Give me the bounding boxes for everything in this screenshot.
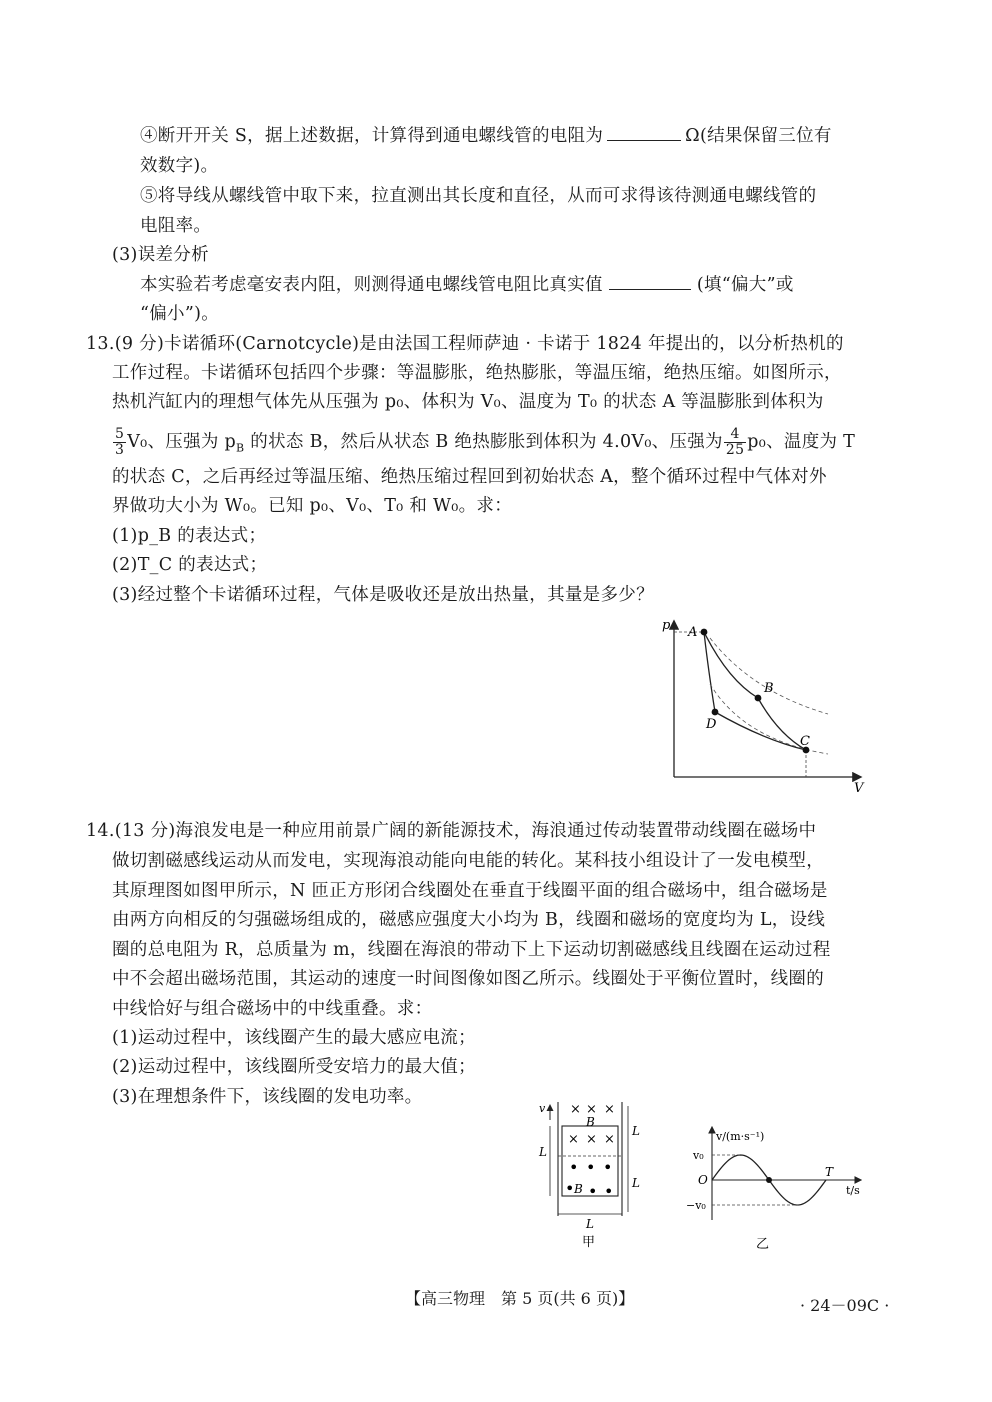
step5-line2: 电阻率。 xyxy=(140,216,212,236)
q14-question1: (1)运动过程中，该线圈产生的最大感应电流； xyxy=(112,1028,476,1048)
q13-line4-text-a: V₀、压强为 p xyxy=(127,432,237,452)
v0-label: v₀ xyxy=(693,1149,704,1162)
q13-line4-text-c: p₀、温度为 T xyxy=(747,432,856,452)
upper-field-height-label: L xyxy=(632,1124,640,1138)
page-footer-center: 【高三物理 第 5 页(共 6 页)】 xyxy=(405,1289,635,1308)
neg-v0-label: −v₀ xyxy=(686,1199,706,1212)
step5-line1: ⑤将导线从螺线管中取下来，拉直测出其长度和直径，从而可求得该待测通电螺线管的 xyxy=(140,186,817,206)
q14-line1: 14.(13 分)海浪发电是一种应用前景广阔的新能源技术，海浪通过传动装置带动线圈在磁场中 xyxy=(86,821,817,841)
q14-question3: (3)在理想条件下，该线圈的发电功率。 xyxy=(112,1087,423,1107)
cross-5: × xyxy=(586,1132,597,1147)
vt-y-label: v/(m·s⁻¹) xyxy=(716,1130,765,1143)
state-d-label: D xyxy=(706,717,717,732)
q13-line5: 的状态 C，之后再经过等温压缩、绝热压缩过程回到初始状态 A，整个循环过程中气体对外 xyxy=(112,467,827,487)
coil-field-diagram xyxy=(532,1098,652,1250)
state-b-point xyxy=(755,695,762,702)
q14-line7: 中线恰好与组合磁场中的中线重叠。求： xyxy=(112,999,433,1019)
state-d-point xyxy=(712,709,719,716)
q14-line6: 中不会超出磁场范围，其运动的速度一时间图像如图乙所示。线圈处于平衡位置时，线圈的 xyxy=(112,969,824,989)
cross-4: × xyxy=(568,1132,579,1147)
isotherm-ab xyxy=(704,632,758,698)
velocity-time-graph xyxy=(680,1120,880,1270)
section3-line1 xyxy=(140,273,794,297)
fraction-numerator: 4 xyxy=(724,427,746,443)
q13-line3: 热机汽缸内的理想气体先从压强为 p₀、体积为 V₀、温度为 T₀ 的状态 A 等温膨胀到体积为 xyxy=(112,392,824,412)
fraction-denominator: 25 xyxy=(725,442,745,458)
width-label: L xyxy=(586,1217,594,1231)
upper-field-label: B xyxy=(586,1115,595,1129)
step4-line1 xyxy=(140,124,832,148)
coil-height-label: L xyxy=(539,1145,547,1159)
lower-field-label: B xyxy=(574,1182,583,1196)
q13-line6: 界做功大小为 W₀。已知 p₀、V₀、T₀ 和 W₀。求： xyxy=(112,496,513,516)
period-label: T xyxy=(825,1165,834,1179)
carnot-pv-diagram xyxy=(652,612,872,792)
answer-blank-resistance[interactable] xyxy=(607,124,681,141)
isotherm-extension-high xyxy=(710,638,828,714)
state-a-label: A xyxy=(688,625,698,640)
q14-line4: 由两方向相反的匀强磁场组成的，磁感应强度大小均为 B，线圈和磁场的宽度均为 L，设线 xyxy=(112,910,826,930)
q13-line4-text-b: 的状态 B，然后从状态 B 绝热膨胀到体积为 4.0V₀、压强为 xyxy=(244,432,723,452)
dot-4: • xyxy=(565,1179,575,1198)
fraction-numerator: 5 xyxy=(115,426,125,442)
step4-text-a: ④断开开关 S，据上述数据，计算得到通电螺线管的电阻为 xyxy=(140,126,604,146)
fraction-five-thirds xyxy=(113,427,126,458)
answer-blank-error[interactable] xyxy=(609,273,691,290)
section3-text-a: 本实验若考虑毫安表内阻，则测得通电螺线管电阻比真实值 xyxy=(140,275,603,295)
vt-x-label: t/s xyxy=(846,1184,860,1197)
q14-line2: 做切割磁感线运动从而发电，实现海浪动能向电能的转化。某科技小组设计了一发电模型， xyxy=(112,851,824,871)
state-c-label: C xyxy=(800,734,810,749)
v-axis-label: V xyxy=(854,781,864,792)
dot-5: • xyxy=(588,1182,598,1201)
q14-line5: 圈的总电阻为 R，总质量为 m，线圈在海浪的带动下上下运动切割磁感线且线圈在运动过程 xyxy=(112,940,831,960)
dot-2: • xyxy=(586,1158,596,1177)
cross-3: × xyxy=(604,1102,615,1117)
q13-line4-subscript: B xyxy=(236,441,245,455)
q14-line3: 其原理图如图甲所示，N 匝正方形闭合线圈处在垂直于线圈平面的组合磁场中，组合磁场是 xyxy=(112,881,828,901)
step4-line2: 效数字)。 xyxy=(140,156,219,176)
section3-title: (3)误差分析 xyxy=(112,245,209,265)
p-axis-label: p xyxy=(662,618,671,633)
section3-text-b: (填“偏大”或 xyxy=(696,275,794,295)
adiabat-da xyxy=(704,632,715,712)
cross-2: × xyxy=(586,1102,597,1117)
origin-label: O xyxy=(698,1173,708,1187)
q13-question3: (3)经过整个卡诺循环过程，气体是吸收还是放出热量，其量是多少？ xyxy=(112,585,654,605)
figure-b-caption: 乙 xyxy=(756,1237,770,1252)
q13-line2: 工作过程。卡诺循环包括四个步骤：等温膨胀，绝热膨胀，等温压缩，绝热压缩。如图所示， xyxy=(112,363,842,383)
figure-a-caption: 甲 xyxy=(582,1235,596,1250)
dot-1: • xyxy=(569,1158,579,1177)
q13-line1: 13.(9 分)卡诺循环(Carnotcycle)是由法国工程师萨迪 · 卡诺于 1824 年提出的，以分析热机的 xyxy=(86,334,844,354)
fraction-four-25ths xyxy=(724,427,746,458)
state-a-point xyxy=(701,629,708,636)
isotherm-cd xyxy=(715,712,806,750)
lower-field-height-label: L xyxy=(632,1176,640,1190)
velocity-label: v xyxy=(539,1102,546,1115)
q13-question1: (1)p_B 的表达式； xyxy=(112,526,267,546)
step4-text-b: Ω(结果保留三位有 xyxy=(685,126,832,146)
half-period-point xyxy=(766,1177,772,1183)
cross-1: × xyxy=(570,1102,581,1117)
dot-3: • xyxy=(603,1158,613,1177)
q13-line4 xyxy=(112,427,855,461)
q14-question2: (2)运动过程中，该线圈所受安培力的最大值； xyxy=(112,1057,476,1077)
dot-6: • xyxy=(604,1182,614,1201)
section3-line2: “偏小”)。 xyxy=(140,304,220,324)
q13-question2: (2)T_C 的表达式； xyxy=(112,555,268,575)
state-b-label: B xyxy=(764,681,774,696)
fraction-denominator: 3 xyxy=(115,442,125,458)
page-footer-code: · 24－09C · xyxy=(800,1296,890,1315)
cross-6: × xyxy=(604,1132,615,1147)
